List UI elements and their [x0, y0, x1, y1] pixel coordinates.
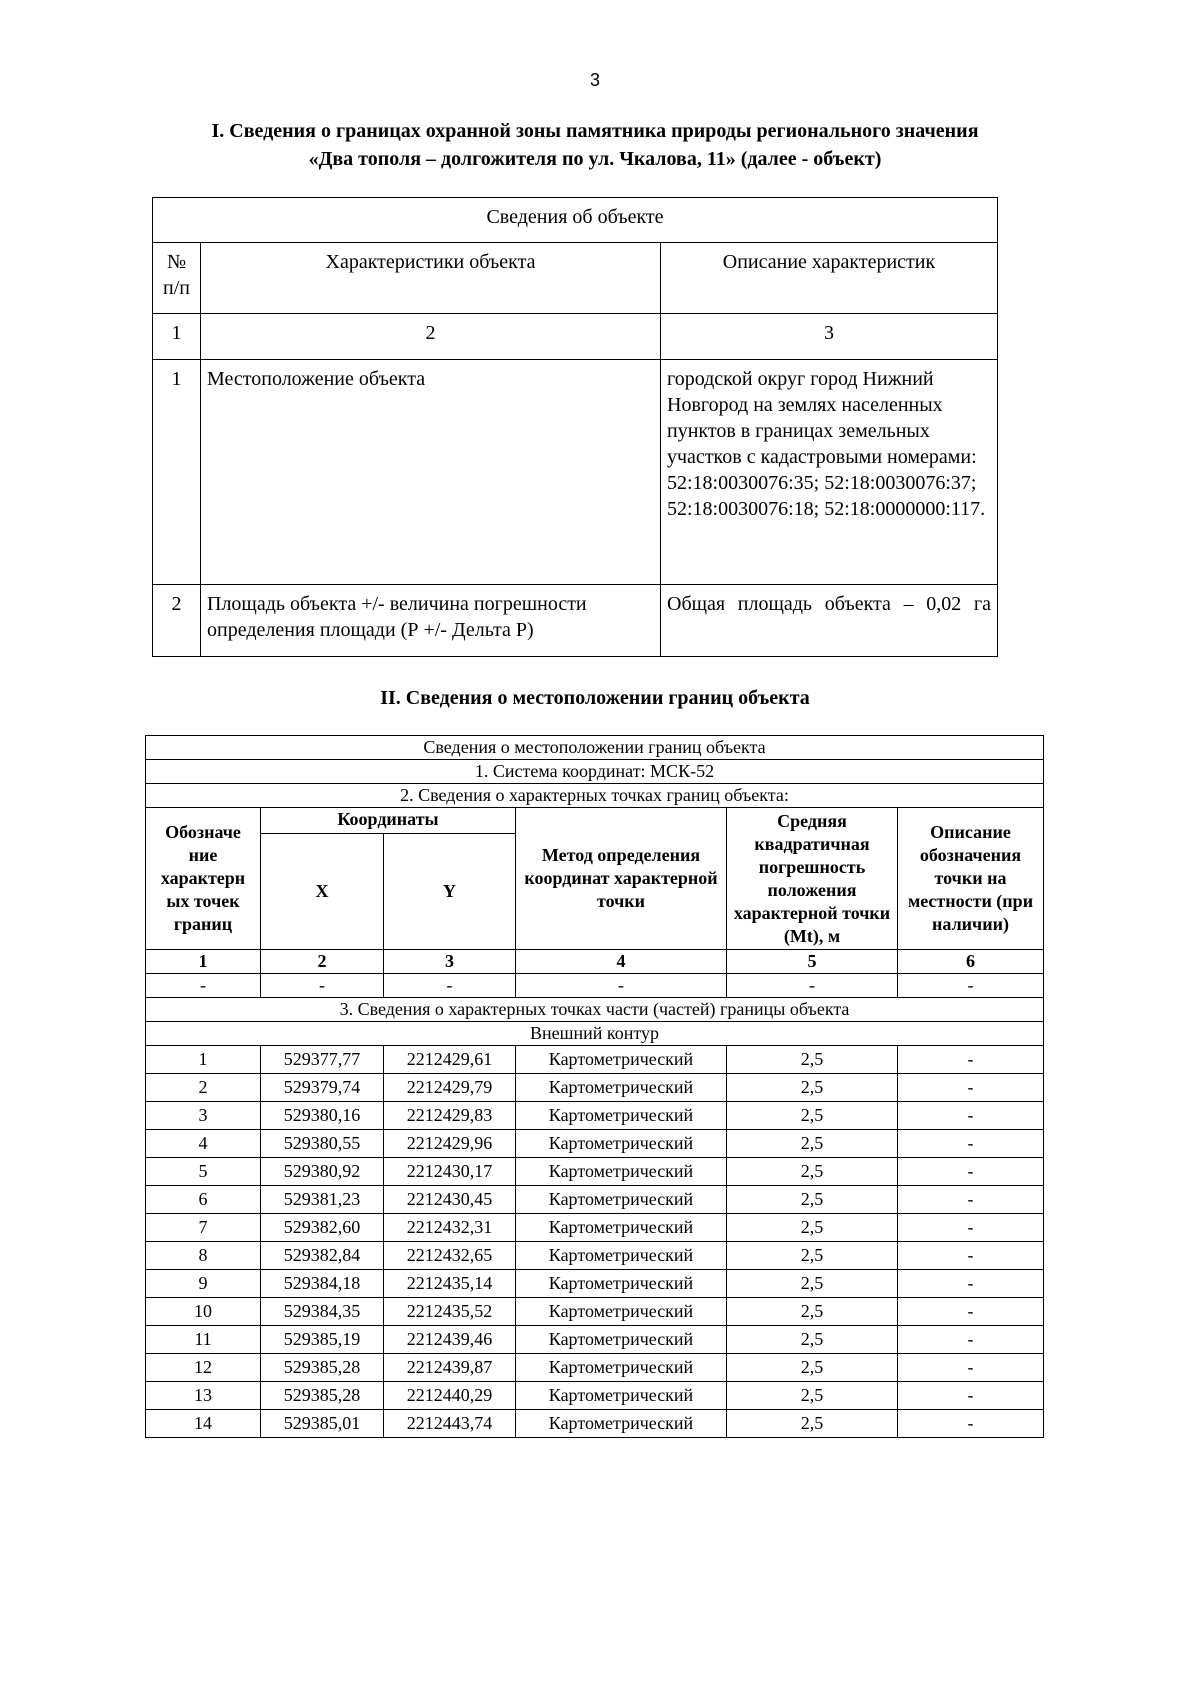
row-number: 1	[153, 360, 201, 585]
point-error: 2,5	[727, 1186, 898, 1214]
point-description: -	[898, 1074, 1044, 1102]
point-y: 2212435,14	[384, 1270, 516, 1298]
point-description: -	[898, 1382, 1044, 1410]
point-description: -	[898, 1186, 1044, 1214]
point-error: 2,5	[727, 1242, 898, 1270]
header-number: № п/п	[153, 243, 201, 314]
point-x: 529382,84	[261, 1242, 384, 1270]
row-description: Общая площадь объекта – 0,02 га	[661, 585, 998, 657]
point-method: Картометрический	[516, 1214, 727, 1242]
point-method: Картометрический	[516, 1410, 727, 1438]
point-y: 2212429,79	[384, 1074, 516, 1102]
point-error: 2,5	[727, 1410, 898, 1438]
point-method: Картометрический	[516, 1186, 727, 1214]
point-id: 5	[146, 1158, 261, 1186]
point-x: 529380,16	[261, 1102, 384, 1130]
empty-cell: -	[727, 974, 898, 998]
column-number: 2	[261, 950, 384, 974]
point-description: -	[898, 1102, 1044, 1130]
point-method: Картометрический	[516, 1270, 727, 1298]
table-row	[146, 1074, 1044, 1102]
section-1-heading	[0, 117, 1190, 173]
point-error: 2,5	[727, 1102, 898, 1130]
column-number: 1	[153, 314, 201, 360]
header-characteristic: Характеристики объекта	[201, 243, 661, 314]
object-info-table	[152, 197, 998, 657]
point-error: 2,5	[727, 1046, 898, 1074]
header-coordinates: Координаты	[261, 808, 516, 834]
point-method: Картометрический	[516, 1298, 727, 1326]
point-x: 529381,23	[261, 1186, 384, 1214]
heading-line: I. Сведения о границах охранной зоны памятника природы регионального значения	[211, 120, 979, 142]
table-title: Сведения об объекте	[153, 198, 998, 243]
empty-cell: -	[384, 974, 516, 998]
points-title: 2. Сведения о характерных точках границ объекта:	[146, 784, 1044, 808]
point-x: 529385,28	[261, 1354, 384, 1382]
point-error: 2,5	[727, 1214, 898, 1242]
point-error: 2,5	[727, 1354, 898, 1382]
point-error: 2,5	[727, 1270, 898, 1298]
table-row	[146, 1326, 1044, 1354]
column-numbers-row	[146, 950, 1044, 974]
point-id: 7	[146, 1214, 261, 1242]
row-characteristic: Местоположение объекта	[201, 360, 661, 585]
point-y: 2212429,61	[384, 1046, 516, 1074]
point-error: 2,5	[727, 1130, 898, 1158]
point-description: -	[898, 1270, 1044, 1298]
column-number: 2	[201, 314, 661, 360]
point-y: 2212439,87	[384, 1354, 516, 1382]
point-id: 14	[146, 1410, 261, 1438]
point-description: -	[898, 1130, 1044, 1158]
point-id: 13	[146, 1382, 261, 1410]
table-row	[146, 1354, 1044, 1382]
point-y: 2212432,65	[384, 1242, 516, 1270]
point-x: 529384,18	[261, 1270, 384, 1298]
header-y: Y	[384, 834, 516, 950]
point-x: 529377,77	[261, 1046, 384, 1074]
point-x: 529385,19	[261, 1326, 384, 1354]
column-number: 6	[898, 950, 1044, 974]
point-id: 2	[146, 1074, 261, 1102]
header-error: Средняя квадратичная погрешность положения характерной точки (Mt), м	[727, 808, 898, 950]
row-characteristic: Площадь объекта +/- величина погрешности определения площади (Р +/- Дельта Р)	[201, 585, 661, 657]
empty-row	[146, 974, 1044, 998]
point-id: 11	[146, 1326, 261, 1354]
point-method: Картометрический	[516, 1046, 727, 1074]
point-y: 2212443,74	[384, 1410, 516, 1438]
table-title: Сведения о местоположении границ объекта	[146, 736, 1044, 760]
point-x: 529385,01	[261, 1410, 384, 1438]
contour-label: Внешний контур	[146, 1022, 1044, 1046]
empty-cell: -	[146, 974, 261, 998]
header-x: X	[261, 834, 384, 950]
point-id: 10	[146, 1298, 261, 1326]
column-number: 1	[146, 950, 261, 974]
row-number: 2	[153, 585, 201, 657]
point-method: Картометрический	[516, 1074, 727, 1102]
coordinate-system: 1. Система координат: МСК-52	[146, 760, 1044, 784]
column-number: 3	[661, 314, 998, 360]
table-row	[146, 1410, 1044, 1438]
table-row	[146, 1242, 1044, 1270]
boundary-points-table	[145, 735, 1044, 1438]
point-id: 8	[146, 1242, 261, 1270]
point-x: 529379,74	[261, 1074, 384, 1102]
row-description: городской округ город Нижний Новгород на землях населенных пунктов в границах земельных участков с кадастровыми номерами: 52:18:0030076:35; 52:18:0030076:37; 52:18:0030076:18; 52:18:0000000:117.	[661, 360, 998, 585]
point-x: 529382,60	[261, 1214, 384, 1242]
table-row	[146, 1298, 1044, 1326]
point-x: 529380,92	[261, 1158, 384, 1186]
point-description: -	[898, 1410, 1044, 1438]
point-y: 2212432,31	[384, 1214, 516, 1242]
point-description: -	[898, 1326, 1044, 1354]
point-x: 529384,35	[261, 1298, 384, 1326]
point-y: 2212429,83	[384, 1102, 516, 1130]
column-number: 3	[384, 950, 516, 974]
table-row	[146, 1270, 1044, 1298]
point-id: 12	[146, 1354, 261, 1382]
point-description: -	[898, 1214, 1044, 1242]
column-number: 5	[727, 950, 898, 974]
point-error: 2,5	[727, 1158, 898, 1186]
point-description: -	[898, 1298, 1044, 1326]
point-id: 1	[146, 1046, 261, 1074]
point-method: Картометрический	[516, 1242, 727, 1270]
header-description: Описание обозначения точки на местности (при наличии)	[898, 808, 1044, 950]
point-method: Картометрический	[516, 1326, 727, 1354]
empty-cell: -	[261, 974, 384, 998]
point-y: 2212435,52	[384, 1298, 516, 1326]
point-method: Картометрический	[516, 1102, 727, 1130]
point-description: -	[898, 1046, 1044, 1074]
point-id: 9	[146, 1270, 261, 1298]
table-row	[146, 1382, 1044, 1410]
point-id: 6	[146, 1186, 261, 1214]
point-description: -	[898, 1158, 1044, 1186]
point-error: 2,5	[727, 1074, 898, 1102]
point-method: Картометрический	[516, 1130, 727, 1158]
header-description: Описание характеристик	[661, 243, 998, 314]
parts-title: 3. Сведения о характерных точках части (частей) границы объекта	[146, 998, 1044, 1022]
point-y: 2212439,46	[384, 1326, 516, 1354]
point-x: 529380,55	[261, 1130, 384, 1158]
table-row	[153, 585, 998, 657]
header-method: Метод определения координат характерной точки	[516, 808, 727, 950]
point-method: Картометрический	[516, 1382, 727, 1410]
point-x: 529385,28	[261, 1382, 384, 1410]
empty-cell: -	[516, 974, 727, 998]
point-id: 3	[146, 1102, 261, 1130]
point-error: 2,5	[727, 1326, 898, 1354]
point-description: -	[898, 1354, 1044, 1382]
heading-line: «Два тополя – долгожителя по ул. Чкалова, 11» (далее - объект)	[308, 148, 882, 170]
point-y: 2212440,29	[384, 1382, 516, 1410]
point-error: 2,5	[727, 1298, 898, 1326]
table-row	[146, 1046, 1044, 1074]
point-y: 2212430,17	[384, 1158, 516, 1186]
table-row	[146, 1214, 1044, 1242]
point-error: 2,5	[727, 1382, 898, 1410]
point-method: Картометрический	[516, 1158, 727, 1186]
table-row	[146, 1186, 1044, 1214]
column-number: 4	[516, 950, 727, 974]
table-row	[146, 1158, 1044, 1186]
point-y: 2212429,96	[384, 1130, 516, 1158]
page-number: 3	[589, 70, 600, 90]
table-row	[146, 1130, 1044, 1158]
table-row	[146, 1102, 1044, 1130]
point-id: 4	[146, 1130, 261, 1158]
header-designation: Обозначе ние характерн ых точек границ	[146, 808, 261, 950]
empty-cell: -	[898, 974, 1044, 998]
point-description: -	[898, 1242, 1044, 1270]
table-row	[153, 360, 998, 585]
section-2-heading: II. Сведения о местоположении границ объекта	[380, 687, 810, 709]
point-method: Картометрический	[516, 1354, 727, 1382]
point-y: 2212430,45	[384, 1186, 516, 1214]
